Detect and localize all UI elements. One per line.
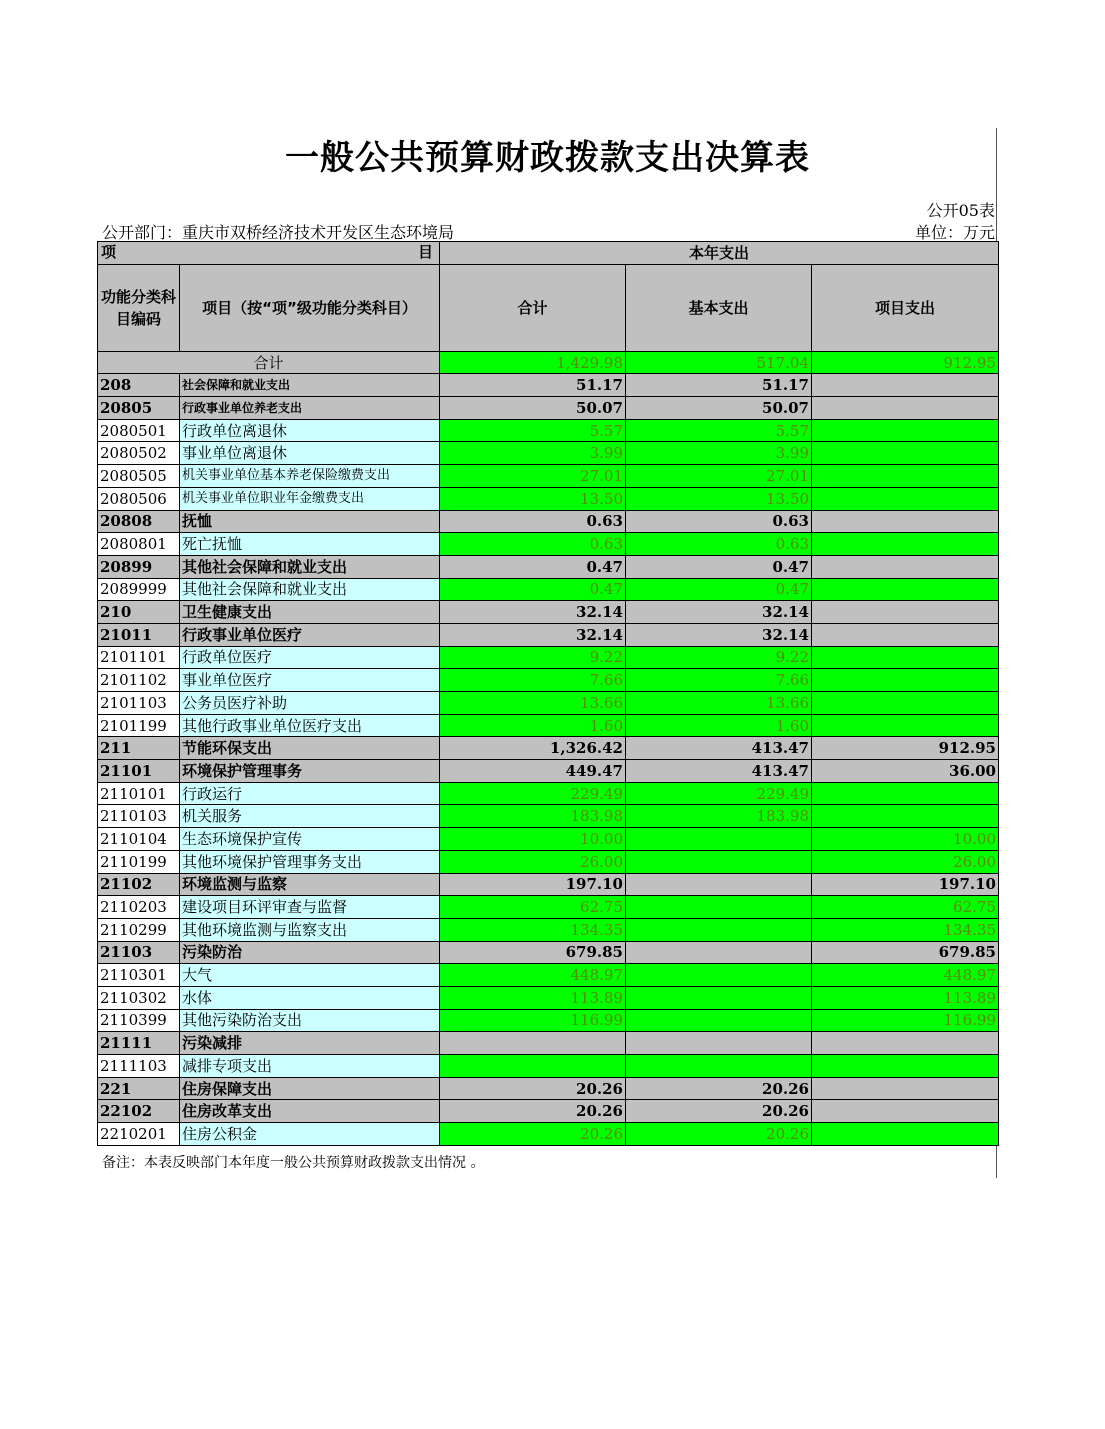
- row-code: 2101103: [98, 692, 180, 715]
- row-name: 建设项目环评审查与监督: [180, 896, 440, 919]
- row-basic: 1.60: [626, 714, 812, 737]
- row-project: [812, 669, 999, 692]
- row-basic: 0.63: [626, 510, 812, 533]
- row-total: 13.50: [440, 487, 626, 510]
- row-total: 3.99: [440, 442, 626, 465]
- table-row: [98, 850, 999, 873]
- row-project: [812, 419, 999, 442]
- row-name: 事业单位医疗: [180, 669, 440, 692]
- table-row: [98, 1100, 999, 1123]
- row-project: [812, 442, 999, 465]
- row-project: [812, 1100, 999, 1123]
- row-code: 208: [98, 374, 180, 397]
- row-total: 679.85: [440, 941, 626, 964]
- row-code: 2101102: [98, 669, 180, 692]
- row-total: 449.47: [440, 760, 626, 783]
- row-basic: [626, 1009, 812, 1032]
- row-basic: 3.99: [626, 442, 812, 465]
- row-total: 197.10: [440, 873, 626, 896]
- row-basic: 413.47: [626, 737, 812, 760]
- row-name: 节能环保支出: [180, 737, 440, 760]
- row-total: 448.97: [440, 964, 626, 987]
- total-sum: 1,429.98: [440, 351, 626, 374]
- row-total: 1,326.42: [440, 737, 626, 760]
- row-code: 2110301: [98, 964, 180, 987]
- total-project: 912.95: [812, 351, 999, 374]
- page-title: 一般公共预算财政拨款支出决算表: [285, 138, 810, 178]
- row-project: 679.85: [812, 941, 999, 964]
- header-name: 项目（按“项”级功能分类科目）: [180, 264, 440, 351]
- row-project: [812, 1077, 999, 1100]
- table-row: [98, 896, 999, 919]
- row-project: [812, 397, 999, 420]
- row-code: 2080801: [98, 533, 180, 556]
- header-total: 合计: [440, 264, 626, 351]
- row-basic: [626, 1055, 812, 1078]
- row-total: 50.07: [440, 397, 626, 420]
- table-row: [98, 828, 999, 851]
- table-row: [98, 782, 999, 805]
- table-row: [98, 646, 999, 669]
- row-total: 20.26: [440, 1123, 626, 1146]
- row-project: [812, 646, 999, 669]
- row-basic: [626, 828, 812, 851]
- row-name: 公务员医疗补助: [180, 692, 440, 715]
- row-name: 其他行政事业单位医疗支出: [180, 714, 440, 737]
- row-total: 62.75: [440, 896, 626, 919]
- row-name: 大气: [180, 964, 440, 987]
- table-row: [98, 805, 999, 828]
- row-name: 机关事业单位职业年金缴费支出: [180, 487, 440, 510]
- table-row: [98, 1009, 999, 1032]
- row-total: 9.22: [440, 646, 626, 669]
- row-code: 2080502: [98, 442, 180, 465]
- row-code: 2080505: [98, 465, 180, 488]
- row-code: 2080501: [98, 419, 180, 442]
- row-project: 26.00: [812, 850, 999, 873]
- row-project: 134.35: [812, 918, 999, 941]
- row-code: 2110399: [98, 1009, 180, 1032]
- row-name: 行政单位医疗: [180, 646, 440, 669]
- table-row: [98, 986, 999, 1009]
- row-total: [440, 1032, 626, 1055]
- row-code: 21101: [98, 760, 180, 783]
- row-name: 行政运行: [180, 782, 440, 805]
- table-row: [98, 374, 999, 397]
- table-row: [98, 442, 999, 465]
- header-item-right: 目: [417, 243, 433, 261]
- table-row: [98, 941, 999, 964]
- row-name: 其他污染防治支出: [180, 1009, 440, 1032]
- total-row: [98, 351, 999, 374]
- total-basic: 517.04: [626, 351, 812, 374]
- row-project: [812, 1032, 999, 1055]
- row-total: 113.89: [440, 986, 626, 1009]
- table-row: [98, 1032, 999, 1055]
- department-label: 公开部门：重庆市双桥经济技术开发区生态环境局: [102, 223, 455, 242]
- row-basic: 32.14: [626, 601, 812, 624]
- row-code: 2110299: [98, 918, 180, 941]
- row-total: 51.17: [440, 374, 626, 397]
- row-total: 13.66: [440, 692, 626, 715]
- row-name: 行政单位离退休: [180, 419, 440, 442]
- header-row-1: [98, 242, 999, 265]
- row-code: 20899: [98, 555, 180, 578]
- row-code: 21011: [98, 623, 180, 646]
- table-row: [98, 578, 999, 601]
- row-basic: 13.50: [626, 487, 812, 510]
- unit-label: 单位：万元: [914, 223, 995, 242]
- table-row: [98, 555, 999, 578]
- row-name: 其他环境监测与监察支出: [180, 918, 440, 941]
- row-code: 2080506: [98, 487, 180, 510]
- row-basic: 7.66: [626, 669, 812, 692]
- row-code: 2110103: [98, 805, 180, 828]
- row-name: 卫生健康支出: [180, 601, 440, 624]
- row-name: 减排专项支出: [180, 1055, 440, 1078]
- row-basic: 27.01: [626, 465, 812, 488]
- row-basic: 5.57: [626, 419, 812, 442]
- expenditure-table: [97, 241, 999, 1146]
- row-total: 229.49: [440, 782, 626, 805]
- row-code: 22102: [98, 1100, 180, 1123]
- row-total: 0.63: [440, 510, 626, 533]
- row-name: 住房改革支出: [180, 1100, 440, 1123]
- row-basic: [626, 918, 812, 941]
- table-row: [98, 397, 999, 420]
- row-code: 2210201: [98, 1123, 180, 1146]
- table-row: [98, 419, 999, 442]
- row-project: [812, 692, 999, 715]
- row-project: 62.75: [812, 896, 999, 919]
- header-item-left: 项: [101, 243, 117, 261]
- row-name: 其他环境保护管理事务支出: [180, 850, 440, 873]
- row-project: [812, 805, 999, 828]
- row-name: 死亡抚恤: [180, 533, 440, 556]
- row-total: 26.00: [440, 850, 626, 873]
- row-basic: [626, 896, 812, 919]
- table-row: [98, 533, 999, 556]
- row-name: 其他社会保障和就业支出: [180, 555, 440, 578]
- row-project: [812, 533, 999, 556]
- row-name: 住房保障支出: [180, 1077, 440, 1100]
- row-name: 事业单位离退休: [180, 442, 440, 465]
- row-total: 7.66: [440, 669, 626, 692]
- row-total: 116.99: [440, 1009, 626, 1032]
- row-basic: 229.49: [626, 782, 812, 805]
- row-code: 221: [98, 1077, 180, 1100]
- row-project: [812, 487, 999, 510]
- row-total: 0.47: [440, 555, 626, 578]
- row-code: 211: [98, 737, 180, 760]
- table-row: [98, 714, 999, 737]
- table-row: [98, 1123, 999, 1146]
- row-basic: [626, 964, 812, 987]
- row-code: 2110101: [98, 782, 180, 805]
- row-basic: 0.47: [626, 555, 812, 578]
- row-name: 抚恤: [180, 510, 440, 533]
- row-name: 社会保障和就业支出: [180, 374, 440, 397]
- table-row: [98, 737, 999, 760]
- row-total: 10.00: [440, 828, 626, 851]
- row-name: 住房公积金: [180, 1123, 440, 1146]
- row-project: [812, 374, 999, 397]
- row-code: 21111: [98, 1032, 180, 1055]
- row-project: [812, 714, 999, 737]
- row-basic: 20.26: [626, 1077, 812, 1100]
- header-basic: 基本支出: [626, 264, 812, 351]
- row-name: 环境保护管理事务: [180, 760, 440, 783]
- table-row: [98, 692, 999, 715]
- row-basic: 20.26: [626, 1100, 812, 1123]
- row-code: 2101101: [98, 646, 180, 669]
- row-code: 20805: [98, 397, 180, 420]
- row-name: 机关服务: [180, 805, 440, 828]
- row-name: 污染防治: [180, 941, 440, 964]
- row-basic: [626, 986, 812, 1009]
- row-code: 20808: [98, 510, 180, 533]
- row-basic: [626, 850, 812, 873]
- row-name: 生态环境保护宣传: [180, 828, 440, 851]
- table-row: [98, 601, 999, 624]
- row-project: [812, 465, 999, 488]
- table-row: [98, 465, 999, 488]
- row-total: 134.35: [440, 918, 626, 941]
- table-row: [98, 510, 999, 533]
- row-project: [812, 555, 999, 578]
- row-basic: [626, 1032, 812, 1055]
- table-row: [98, 1077, 999, 1100]
- row-code: 2110203: [98, 896, 180, 919]
- header-item-cell: [98, 242, 440, 265]
- row-total: 183.98: [440, 805, 626, 828]
- row-project: 10.00: [812, 828, 999, 851]
- row-name: 机关事业单位基本养老保险缴费支出: [180, 465, 440, 488]
- row-total: 32.14: [440, 623, 626, 646]
- row-code: 2101199: [98, 714, 180, 737]
- row-total: 27.01: [440, 465, 626, 488]
- row-basic: 20.26: [626, 1123, 812, 1146]
- row-basic: 413.47: [626, 760, 812, 783]
- row-project: [812, 1055, 999, 1078]
- row-basic: 32.14: [626, 623, 812, 646]
- row-total: [440, 1055, 626, 1078]
- row-code: 210: [98, 601, 180, 624]
- row-project: [812, 623, 999, 646]
- header-project: 项目支出: [812, 264, 999, 351]
- table-row: [98, 1055, 999, 1078]
- form-number: 公开05表: [926, 201, 995, 220]
- row-basic: [626, 941, 812, 964]
- table-row: [98, 918, 999, 941]
- row-project: 36.00: [812, 760, 999, 783]
- row-basic: 183.98: [626, 805, 812, 828]
- row-project: [812, 782, 999, 805]
- row-name: 水体: [180, 986, 440, 1009]
- row-project: 197.10: [812, 873, 999, 896]
- row-name: 行政事业单位养老支出: [180, 397, 440, 420]
- row-name: 环境监测与监察: [180, 873, 440, 896]
- row-basic: 13.66: [626, 692, 812, 715]
- row-code: 2089999: [98, 578, 180, 601]
- header-current-year: 本年支出: [440, 242, 999, 265]
- row-name: 污染减排: [180, 1032, 440, 1055]
- row-total: 5.57: [440, 419, 626, 442]
- row-basic: 0.63: [626, 533, 812, 556]
- table-row: [98, 964, 999, 987]
- table-row: [98, 760, 999, 783]
- row-project: [812, 601, 999, 624]
- row-total: 20.26: [440, 1077, 626, 1100]
- row-basic: 9.22: [626, 646, 812, 669]
- row-total: 0.63: [440, 533, 626, 556]
- row-code: 21102: [98, 873, 180, 896]
- table-row: [98, 873, 999, 896]
- row-total: 0.47: [440, 578, 626, 601]
- row-basic: 50.07: [626, 397, 812, 420]
- row-name: 其他社会保障和就业支出: [180, 578, 440, 601]
- row-basic: [626, 873, 812, 896]
- header-code: 功能分类科目编码: [98, 264, 180, 351]
- row-project: [812, 578, 999, 601]
- header-row-2: [98, 264, 999, 351]
- row-project: 448.97: [812, 964, 999, 987]
- row-basic: 51.17: [626, 374, 812, 397]
- footnote: 备注：本表反映部门本年度一般公共预算财政拨款支出情况 。: [102, 1155, 485, 1171]
- row-code: 2110199: [98, 850, 180, 873]
- total-label: 合计: [98, 351, 440, 374]
- table-row: [98, 669, 999, 692]
- row-total: 1.60: [440, 714, 626, 737]
- row-project: 912.95: [812, 737, 999, 760]
- row-project: 116.99: [812, 1009, 999, 1032]
- row-code: 2111103: [98, 1055, 180, 1078]
- row-code: 2110302: [98, 986, 180, 1009]
- row-basic: 0.47: [626, 578, 812, 601]
- row-code: 2110104: [98, 828, 180, 851]
- row-project: [812, 510, 999, 533]
- row-project: [812, 1123, 999, 1146]
- table-row: [98, 487, 999, 510]
- row-project: 113.89: [812, 986, 999, 1009]
- table-row: [98, 623, 999, 646]
- row-name: 行政事业单位医疗: [180, 623, 440, 646]
- row-total: 32.14: [440, 601, 626, 624]
- row-total: 20.26: [440, 1100, 626, 1123]
- row-code: 21103: [98, 941, 180, 964]
